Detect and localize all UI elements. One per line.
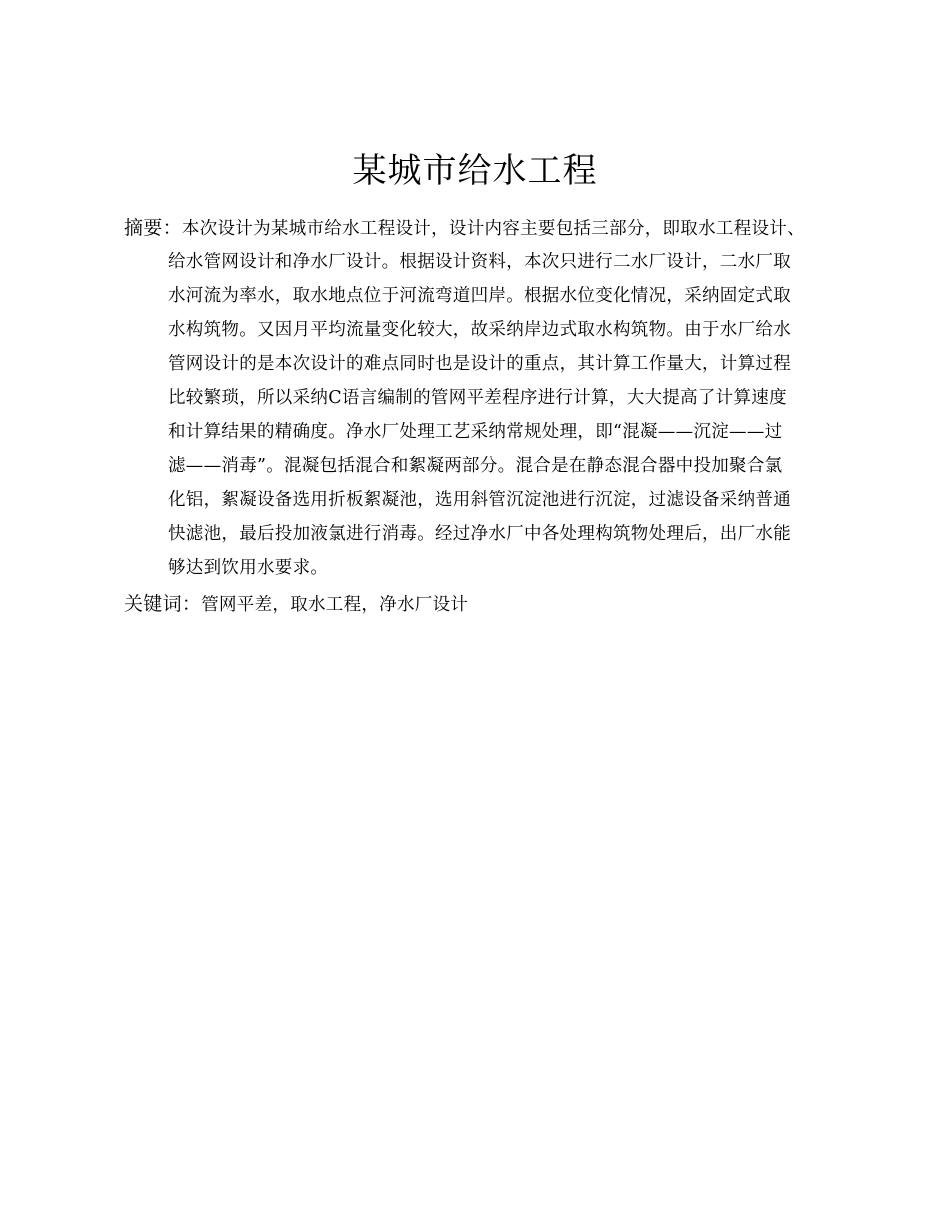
- abstract-line-7: 和计算结果的精确度。净水厂处理工艺采纳常规处理，即“混凝——沉淀——过: [168, 422, 783, 442]
- abstract-line-10: 快滤池，最后投加液氯进行消毒。经过净水厂中各处理构筑物处理后，出厂水能: [168, 524, 791, 544]
- abstract-line-3: 水河流为率水，取水地点位于河流弯道凹岸。根据水位变化情况，采纳固定式取: [168, 286, 791, 306]
- abstract-line-6: 比较繁琐，所以采纳C语言编制的管网平差程序进行计算，大大提高了计算速度: [168, 388, 787, 408]
- abstract-section: [124, 214, 844, 588]
- abstract-line-4: 水构筑物。又因月平均流量变化较大，故采纳岸边式取水构筑物。由于水厂给水: [168, 320, 791, 340]
- abstract-line-11: 够达到饮用水要求。: [168, 558, 329, 578]
- abstract-line-8: 滤——消毒”。混凝包括混合和絮凝两部分。混合是在静态混合器中投加聚合氯: [168, 456, 783, 476]
- abstract-line-5: 管网设计的是本次设计的难点同时也是设计的重点，其计算工作量大，计算过程: [168, 354, 791, 374]
- abstract-label: 摘要：: [124, 217, 182, 239]
- keywords-text: 管网平差，取水工程，净水厂设计: [201, 595, 469, 615]
- keywords-line: [124, 590, 844, 624]
- document-title: 某城市给水工程: [352, 151, 598, 191]
- abstract-text: 本次设计为某城市给水工程设计，设计内容主要包括三部分，即取水工程设计、: [181, 219, 805, 239]
- abstract-line-9: 化铝，絮凝设备选用折板絮凝池，选用斜管沉淀池进行沉淀，过滤设备采纳普通: [168, 490, 791, 510]
- abstract-line-2: 给水管网设计和净水厂设计。根据设计资料，本次只进行二水厂设计，二水厂取: [168, 252, 791, 272]
- abstract-line-1: [124, 214, 844, 248]
- keywords-section: [124, 590, 844, 624]
- keywords-label: 关键词：: [124, 593, 202, 615]
